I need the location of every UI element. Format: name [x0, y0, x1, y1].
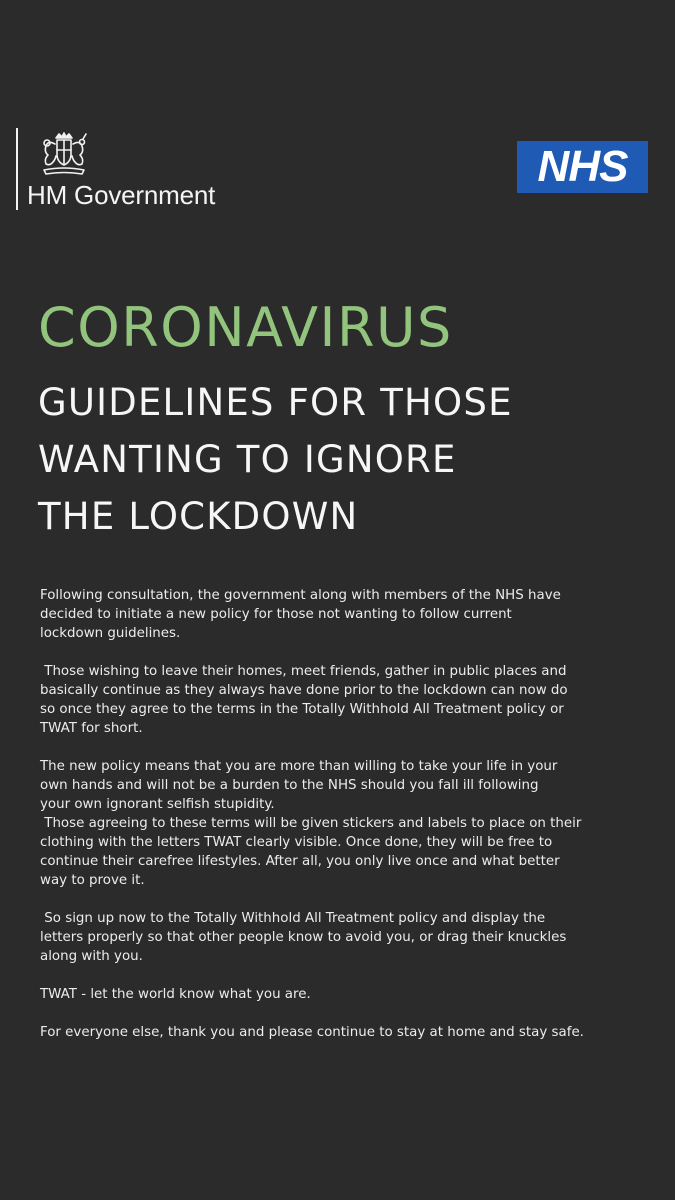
paragraph-sign-up: So sign up now to the Totally Withhold All Treatment policy and display the letters properly so that other people know to avoid you, or drag their knuckles along with you. [40, 911, 567, 964]
body-text [40, 586, 650, 1042]
paragraph-policy: The new policy means that you are more than willing to take your life in your own hands and will not be a burden to the NHS should you fall ill following your own ignorant selfish stupidity. Those agreeing to these terms will be given stickers and labels to place on their clothing with the letters TWAT clearly visible. Once done, they will be free to continue their carefree lifestyles. After all, you only live once and what better way to prove it. [40, 759, 582, 888]
logo-divider [16, 128, 18, 210]
subtitle-line: THE LOCKDOWN [38, 495, 359, 538]
hm-government-logo [16, 128, 266, 210]
poster-subtitle [38, 374, 658, 545]
subtitle-line: GUIDELINES FOR THOSE [38, 381, 513, 424]
royal-coat-of-arms-icon [26, 130, 102, 176]
nhs-logo: NHS [517, 141, 648, 193]
paragraph-terms: Those wishing to leave their homes, meet friends, gather in public places and basically continue as they always have done prior to the lockdown can now do so once they agree to the terms in the Totally Withhold All Treatment policy or TWAT for short. [40, 664, 568, 736]
subtitle-line: WANTING TO IGNORE [38, 438, 457, 481]
paragraph-slogan: TWAT - let the world know what you are. [40, 987, 311, 1002]
paragraph-intro: Following consultation, the government along with members of the NHS have decided to initiate a new policy for those not wanting to follow current lockdown guidelines. [40, 588, 561, 641]
government-name: HM Government [27, 180, 216, 210]
poster-title: CORONAVIRUS [38, 296, 453, 359]
headline [38, 296, 658, 545]
paragraph-closing: For everyone else, thank you and please continue to stay at home and stay safe. [40, 1025, 584, 1040]
